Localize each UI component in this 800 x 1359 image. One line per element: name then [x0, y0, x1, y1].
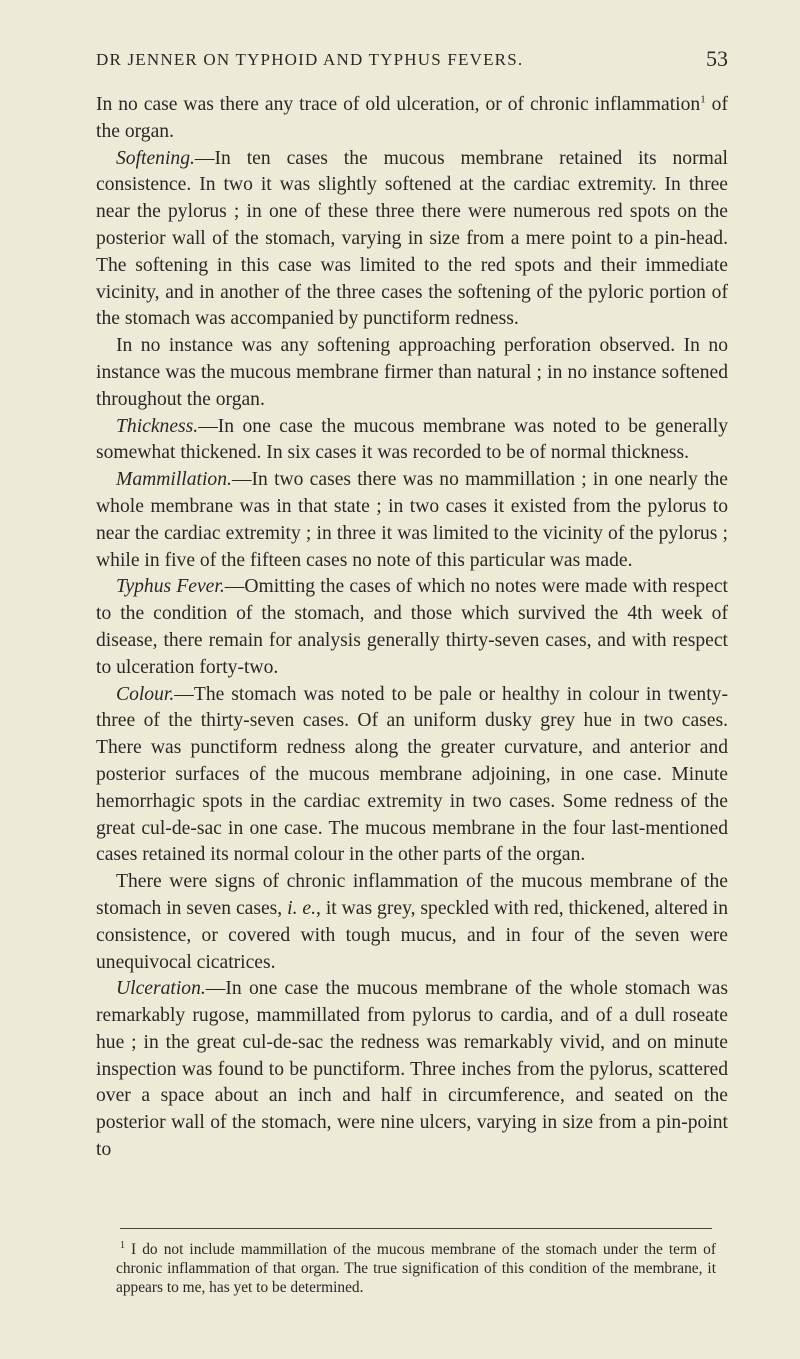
perforation-text: In no instance was any softening approaching perforation observed. In no instance was the mucous membrane firmer than natural ; in no instance softened throughout the organ. — [96, 335, 728, 410]
thickness-heading: Thickness. — [116, 415, 199, 437]
softening-text: —In ten cases the mucous membrane retained its normal consistence. In two it was slightly softened at the cardiac extremity. In three near the pylorus ; in one of these three there were numerous red spots on the posterior wall of the stomach, varying in size from a mere point to a pin-head. The softening in this case was limited to the red spots and their immediate vicinity, and in another of the three cases the softening of the pyloric portion of the stomach was accompanied by punctiform redness. — [96, 147, 728, 330]
footnote-text: I do not include mammillation of the mucous membrane of the stomach under the term of chronic inflammation of that organ. The true signification of this condition of the membrane, it appears to me, has yet to be determined. — [116, 1241, 716, 1297]
running-head: DR JENNER ON TYPHOID AND TYPHUS FEVERS. — [96, 50, 524, 69]
paragraph-typhus — [96, 574, 728, 681]
intro-text: In no case was there any trace of old ulceration, or of chronic inflammation — [96, 94, 701, 115]
chronic-ie: i. e. — [287, 897, 316, 919]
footnote — [116, 1240, 716, 1298]
chronic-post: , it was grey, speckled with red, thickened, altered in consistence, or covered with tough mucus, and in four of the seven were unequivocal cicatrices. — [96, 897, 728, 973]
paragraph-mammillation — [96, 467, 728, 574]
colour-heading: Colour. — [116, 683, 175, 705]
softening-heading: Softening. — [116, 147, 195, 169]
chronic-pre: There were signs of chronic inflammation of the mucous membrane of the stomach in seven cases, — [96, 871, 728, 919]
typhus-heading: Typhus Fever. — [116, 576, 225, 598]
paragraph-ulceration — [96, 976, 728, 1164]
mammillation-text: —In two cases there was no mammillation ; in one nearly the whole membrane was in that state ; in two cases it existed from the pylorus to near the cardiac extremity ; in three it was limited to the vicinity of the pylorus ; while in five of the fifteen cases no note of this particular was made. — [96, 469, 728, 571]
paragraph-chronic — [96, 869, 728, 976]
page-number: 53 — [706, 46, 728, 71]
paragraph-intro — [96, 92, 728, 146]
footnote-divider — [120, 1228, 712, 1229]
ulceration-heading: Ulceration. — [116, 978, 206, 1000]
footnote-ref: 1 — [700, 93, 706, 106]
page-header — [96, 46, 728, 78]
footnote-marker: 1 — [120, 1239, 125, 1251]
paragraph-softening — [96, 146, 728, 334]
paragraph-thickness — [96, 414, 728, 468]
intro-tail: of the organ. — [96, 94, 728, 142]
ulceration-text: —In one case the mucous membrane of the whole stomach was remarkably rugose, mammillated from pylorus to cardia, and of a dull roseate hue ; in the great cul-de-sac the redness was remarkably vivid, and on minute inspection was found to be punctiform. Three inches from the pylorus, scattered over a space about an inch and half in circumference, and seated on the posterior wall of the stomach, were nine ulcers, varying in size from a pin-point to — [96, 978, 728, 1161]
colour-text: —The stomach was noted to be pale or healthy in colour in twenty-three of the thirty-seven cases. Of an uniform dusky grey hue in two cases. There was punctiform redness along the greater curvature, and anterior and posterior surfaces of the mucous membrane adjoining, in one case. Minute hemorrhagic spots in the cardiac extremity in two cases. Some redness of the great cul-de-sac in one case. The mucous membrane in the four last-mentioned cases retained its normal colour in the other parts of the organ. — [96, 683, 728, 866]
typhus-text: —Omitting the cases of which no notes were made with respect to the condition of the stomach, and those which survived the 4th week of disease, there remain for analysis generally thirty-seven cases, and with respect to ulceration forty-two. — [96, 576, 728, 678]
paragraph-colour — [96, 682, 728, 870]
body-text — [96, 92, 728, 1164]
thickness-text: —In one case the mucous membrane was noted to be generally somewhat thickened. In six cases it was recorded to be of normal thickness. — [96, 415, 728, 464]
paragraph-perforation — [96, 333, 728, 413]
mammillation-heading: Mammillation. — [116, 469, 232, 491]
